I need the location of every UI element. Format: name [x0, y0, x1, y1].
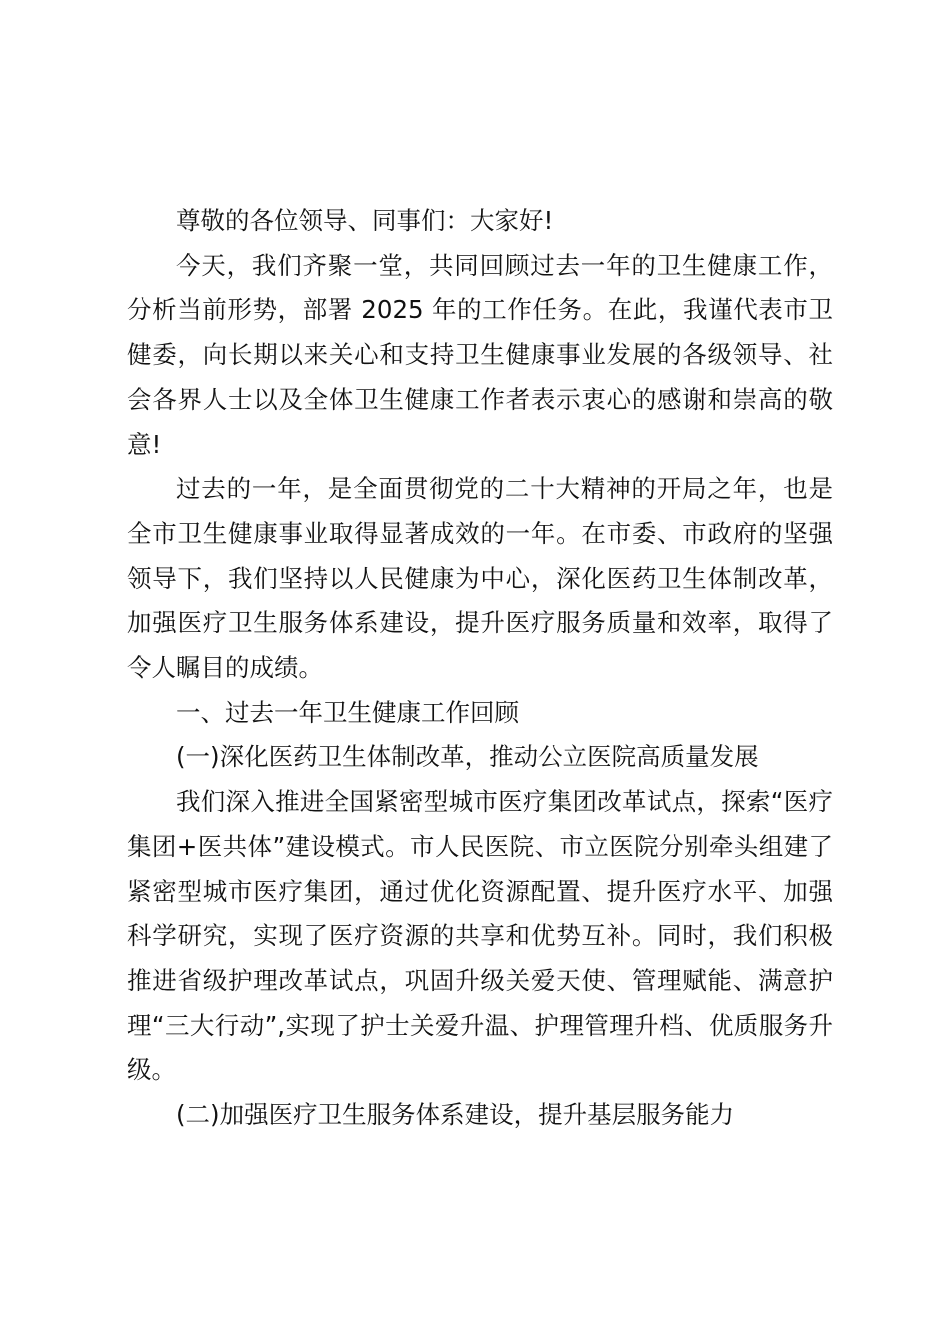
greeting-line: 尊敬的各位领导、同事们：大家好!	[176, 206, 554, 235]
paragraph-review: 过去的一年，是全面贯彻党的二十大精神的开局之年，也是全市卫生健康事业取得显著成效的一年。在市委、市政府的坚强领导下，我们坚持以人民健康为中心，深化医药卫生体制改革，加强医疗卫生服务体系建设，提升医疗服务质量和效率，取得了令人瞩目的成绩。	[127, 474, 833, 683]
section-heading: 一、过去一年卫生健康工作回顾	[176, 697, 519, 727]
paragraph-intro: 今天，我们齐聚一堂，共同回顾过去一年的卫生健康工作，分析当前形势，部署 2025 年的工作任务。在此，我谨代表市卫健委，向长期以来关心和支持卫生健康事业发展的各级领导、社会各界人士以及全体卫生健康工作者表示衷心的感谢和崇高的敬意!	[127, 250, 833, 459]
subsection-heading-1: (一)深化医药卫生体制改革，推动公立医院高质量发展	[176, 742, 759, 772]
subsection-heading-2: (二)加强医疗卫生服务体系建设，提升基层服务能力	[176, 1100, 735, 1130]
paragraph-reform: 我们深入推进全国紧密型城市医疗集团改革试点，探索“医疗集团+医共体”建设模式。市人民医院、市立医院分别牵头组建了紧密型城市医疗集团，通过优化资源配置、提升医疗水平、加强科学研究，实现了医疗资源的共享和优势互补。同时，我们积极推进省级护理改革试点，巩固升级关爱天使、管理赋能、满意护理“三大行动”,实现了护士关爱升温、护理管理升档、优质服务升级。	[127, 787, 833, 1085]
document-body	[127, 199, 833, 1138]
